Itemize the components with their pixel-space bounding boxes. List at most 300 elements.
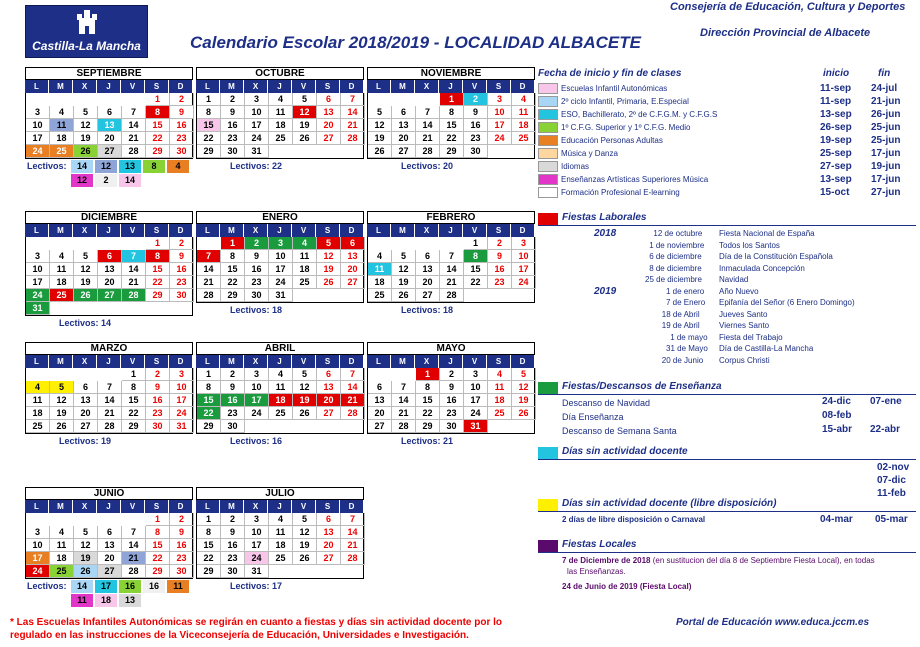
day-cell[interactable]: 19 bbox=[74, 552, 98, 565]
day-cell[interactable]: 18 bbox=[269, 539, 293, 552]
day-cell[interactable]: 14 bbox=[440, 263, 464, 276]
day-cell[interactable]: 14 bbox=[416, 119, 440, 132]
day-cell[interactable]: 5 bbox=[392, 250, 416, 263]
day-cell[interactable]: 16 bbox=[221, 119, 245, 132]
day-cell[interactable]: 9 bbox=[146, 381, 170, 394]
day-cell[interactable]: 24 bbox=[512, 276, 536, 289]
day-cell[interactable]: 11 bbox=[269, 381, 293, 394]
day-cell[interactable]: 21 bbox=[341, 119, 365, 132]
day-cell[interactable]: 8 bbox=[146, 526, 170, 539]
day-cell[interactable]: 27 bbox=[368, 420, 392, 433]
day-cell[interactable]: 7 bbox=[341, 93, 365, 106]
day-cell[interactable]: 3 bbox=[464, 368, 488, 381]
day-cell[interactable]: 16 bbox=[440, 394, 464, 407]
day-cell[interactable]: 19 bbox=[392, 276, 416, 289]
day-cell[interactable]: 27 bbox=[416, 289, 440, 302]
day-cell[interactable]: 21 bbox=[392, 407, 416, 420]
day-cell[interactable]: 28 bbox=[122, 145, 146, 158]
day-cell[interactable]: 27 bbox=[317, 552, 341, 565]
day-cell[interactable]: 18 bbox=[50, 276, 74, 289]
day-cell[interactable]: 25 bbox=[368, 289, 392, 302]
day-cell[interactable]: 15 bbox=[440, 119, 464, 132]
day-cell[interactable]: 19 bbox=[293, 539, 317, 552]
day-cell[interactable]: 14 bbox=[122, 263, 146, 276]
day-cell[interactable]: 6 bbox=[416, 250, 440, 263]
day-cell[interactable]: 4 bbox=[50, 106, 74, 119]
day-cell[interactable]: 14 bbox=[392, 394, 416, 407]
day-cell[interactable]: 22 bbox=[146, 552, 170, 565]
day-cell[interactable]: 2 bbox=[221, 513, 245, 526]
day-cell[interactable]: 26 bbox=[74, 145, 98, 158]
day-cell[interactable]: 8 bbox=[146, 250, 170, 263]
day-cell[interactable]: 26 bbox=[74, 565, 98, 578]
day-cell[interactable]: 1 bbox=[416, 368, 440, 381]
day-cell[interactable]: 16 bbox=[170, 119, 194, 132]
day-cell[interactable]: 11 bbox=[269, 106, 293, 119]
day-cell[interactable]: 21 bbox=[440, 276, 464, 289]
day-cell[interactable]: 25 bbox=[269, 407, 293, 420]
day-cell[interactable]: 25 bbox=[488, 407, 512, 420]
day-cell[interactable]: 15 bbox=[146, 119, 170, 132]
day-cell[interactable]: 20 bbox=[98, 132, 122, 145]
day-cell[interactable]: 14 bbox=[197, 263, 221, 276]
day-cell[interactable]: 13 bbox=[98, 119, 122, 132]
day-cell[interactable]: 2 bbox=[488, 237, 512, 250]
day-cell[interactable]: 1 bbox=[221, 237, 245, 250]
day-cell[interactable]: 11 bbox=[50, 263, 74, 276]
day-cell[interactable]: 5 bbox=[74, 250, 98, 263]
day-cell[interactable]: 26 bbox=[512, 407, 536, 420]
day-cell[interactable]: 26 bbox=[293, 407, 317, 420]
day-cell[interactable]: 2 bbox=[146, 368, 170, 381]
day-cell[interactable]: 7 bbox=[341, 368, 365, 381]
day-cell[interactable]: 11 bbox=[488, 381, 512, 394]
day-cell[interactable]: 7 bbox=[122, 250, 146, 263]
day-cell[interactable]: 9 bbox=[440, 381, 464, 394]
day-cell[interactable]: 27 bbox=[98, 565, 122, 578]
day-cell[interactable]: 19 bbox=[74, 276, 98, 289]
day-cell[interactable]: 1 bbox=[197, 513, 221, 526]
day-cell[interactable]: 6 bbox=[98, 250, 122, 263]
day-cell[interactable]: 9 bbox=[221, 381, 245, 394]
day-cell[interactable]: 23 bbox=[221, 132, 245, 145]
day-cell[interactable]: 4 bbox=[269, 93, 293, 106]
day-cell[interactable]: 8 bbox=[464, 250, 488, 263]
day-cell[interactable]: 27 bbox=[98, 145, 122, 158]
day-cell[interactable]: 13 bbox=[341, 250, 365, 263]
day-cell[interactable]: 6 bbox=[368, 381, 392, 394]
day-cell[interactable]: 30 bbox=[146, 420, 170, 433]
day-cell[interactable]: 17 bbox=[269, 263, 293, 276]
day-cell[interactable]: 27 bbox=[392, 145, 416, 158]
day-cell[interactable]: 8 bbox=[221, 250, 245, 263]
day-cell[interactable]: 29 bbox=[122, 420, 146, 433]
day-cell[interactable]: 25 bbox=[269, 132, 293, 145]
day-cell[interactable]: 22 bbox=[122, 407, 146, 420]
day-cell[interactable]: 4 bbox=[512, 93, 536, 106]
day-cell[interactable]: 5 bbox=[74, 526, 98, 539]
day-cell[interactable]: 26 bbox=[317, 276, 341, 289]
day-cell[interactable]: 3 bbox=[26, 526, 50, 539]
day-cell[interactable]: 9 bbox=[170, 526, 194, 539]
day-cell[interactable]: 12 bbox=[317, 250, 341, 263]
day-cell[interactable]: 25 bbox=[50, 145, 74, 158]
day-cell[interactable]: 27 bbox=[317, 407, 341, 420]
day-cell[interactable]: 4 bbox=[50, 250, 74, 263]
day-cell[interactable]: 29 bbox=[416, 420, 440, 433]
day-cell[interactable]: 21 bbox=[122, 132, 146, 145]
day-cell[interactable]: 25 bbox=[293, 276, 317, 289]
day-cell[interactable]: 1 bbox=[146, 237, 170, 250]
day-cell[interactable]: 20 bbox=[392, 132, 416, 145]
day-cell[interactable]: 13 bbox=[392, 119, 416, 132]
footer-portal-link[interactable]: Portal de Educación www.educa.jccm.es bbox=[676, 617, 870, 628]
day-cell[interactable]: 13 bbox=[317, 381, 341, 394]
day-cell[interactable]: 5 bbox=[368, 106, 392, 119]
day-cell[interactable]: 17 bbox=[26, 276, 50, 289]
day-cell[interactable]: 7 bbox=[197, 250, 221, 263]
day-cell[interactable]: 11 bbox=[50, 539, 74, 552]
day-cell[interactable]: 10 bbox=[26, 539, 50, 552]
day-cell[interactable]: 25 bbox=[26, 420, 50, 433]
day-cell[interactable]: 24 bbox=[26, 145, 50, 158]
day-cell[interactable]: 30 bbox=[464, 145, 488, 158]
day-cell[interactable]: 24 bbox=[245, 407, 269, 420]
day-cell[interactable]: 4 bbox=[269, 513, 293, 526]
day-cell[interactable]: 23 bbox=[170, 552, 194, 565]
day-cell[interactable]: 26 bbox=[392, 289, 416, 302]
day-cell[interactable]: 25 bbox=[269, 552, 293, 565]
day-cell[interactable]: 24 bbox=[245, 552, 269, 565]
day-cell[interactable]: 4 bbox=[293, 237, 317, 250]
day-cell[interactable]: 30 bbox=[221, 420, 245, 433]
day-cell[interactable]: 22 bbox=[464, 276, 488, 289]
day-cell[interactable]: 17 bbox=[26, 132, 50, 145]
day-cell[interactable]: 24 bbox=[170, 407, 194, 420]
day-cell[interactable]: 20 bbox=[341, 263, 365, 276]
day-cell[interactable]: 6 bbox=[317, 368, 341, 381]
day-cell[interactable]: 31 bbox=[245, 145, 269, 158]
day-cell[interactable]: 16 bbox=[221, 394, 245, 407]
day-cell[interactable]: 22 bbox=[416, 407, 440, 420]
day-cell[interactable]: 10 bbox=[269, 250, 293, 263]
day-cell[interactable]: 15 bbox=[197, 119, 221, 132]
day-cell[interactable]: 11 bbox=[50, 119, 74, 132]
day-cell[interactable]: 7 bbox=[341, 513, 365, 526]
day-cell[interactable]: 13 bbox=[317, 106, 341, 119]
day-cell[interactable]: 16 bbox=[221, 539, 245, 552]
day-cell[interactable]: 9 bbox=[245, 250, 269, 263]
day-cell[interactable]: 23 bbox=[170, 132, 194, 145]
day-cell[interactable]: 22 bbox=[440, 132, 464, 145]
day-cell[interactable]: 25 bbox=[50, 565, 74, 578]
day-cell[interactable]: 19 bbox=[50, 407, 74, 420]
day-cell[interactable]: 19 bbox=[512, 394, 536, 407]
day-cell[interactable]: 30 bbox=[170, 145, 194, 158]
day-cell[interactable]: 26 bbox=[293, 552, 317, 565]
day-cell[interactable]: 28 bbox=[392, 420, 416, 433]
day-cell[interactable]: 1 bbox=[197, 93, 221, 106]
day-cell[interactable]: 28 bbox=[341, 132, 365, 145]
day-cell[interactable]: 15 bbox=[197, 539, 221, 552]
day-cell[interactable]: 22 bbox=[197, 552, 221, 565]
day-cell[interactable]: 17 bbox=[464, 394, 488, 407]
day-cell[interactable]: 23 bbox=[440, 407, 464, 420]
day-cell[interactable]: 28 bbox=[440, 289, 464, 302]
day-cell[interactable]: 10 bbox=[512, 250, 536, 263]
day-cell[interactable]: 30 bbox=[440, 420, 464, 433]
day-cell[interactable]: 8 bbox=[146, 106, 170, 119]
day-cell[interactable]: 20 bbox=[368, 407, 392, 420]
day-cell[interactable]: 21 bbox=[341, 539, 365, 552]
day-cell[interactable]: 6 bbox=[74, 381, 98, 394]
day-cell[interactable]: 13 bbox=[98, 539, 122, 552]
day-cell[interactable]: 24 bbox=[245, 132, 269, 145]
day-cell[interactable]: 8 bbox=[440, 106, 464, 119]
day-cell[interactable]: 11 bbox=[368, 263, 392, 276]
day-cell[interactable]: 18 bbox=[50, 552, 74, 565]
day-cell[interactable]: 18 bbox=[26, 407, 50, 420]
day-cell[interactable]: 24 bbox=[464, 407, 488, 420]
day-cell[interactable]: 9 bbox=[464, 106, 488, 119]
day-cell[interactable]: 15 bbox=[416, 394, 440, 407]
day-cell[interactable]: 16 bbox=[245, 263, 269, 276]
day-cell[interactable]: 13 bbox=[368, 394, 392, 407]
day-cell[interactable]: 15 bbox=[197, 394, 221, 407]
day-cell[interactable]: 3 bbox=[245, 513, 269, 526]
day-cell[interactable]: 25 bbox=[50, 289, 74, 302]
day-cell[interactable]: 15 bbox=[146, 263, 170, 276]
day-cell[interactable]: 1 bbox=[146, 93, 170, 106]
day-cell[interactable]: 19 bbox=[368, 132, 392, 145]
day-cell[interactable]: 29 bbox=[197, 420, 221, 433]
day-cell[interactable]: 10 bbox=[488, 106, 512, 119]
day-cell[interactable]: 24 bbox=[26, 565, 50, 578]
day-cell[interactable]: 23 bbox=[245, 276, 269, 289]
day-cell[interactable]: 27 bbox=[341, 276, 365, 289]
day-cell[interactable]: 10 bbox=[26, 263, 50, 276]
day-cell[interactable]: 15 bbox=[122, 394, 146, 407]
day-cell[interactable]: 26 bbox=[74, 289, 98, 302]
day-cell[interactable]: 3 bbox=[245, 93, 269, 106]
day-cell[interactable]: 14 bbox=[341, 526, 365, 539]
day-cell[interactable]: 21 bbox=[98, 407, 122, 420]
day-cell[interactable]: 7 bbox=[122, 526, 146, 539]
day-cell[interactable]: 9 bbox=[170, 250, 194, 263]
day-cell[interactable]: 27 bbox=[98, 289, 122, 302]
day-cell[interactable]: 2 bbox=[170, 93, 194, 106]
day-cell[interactable]: 4 bbox=[269, 368, 293, 381]
day-cell[interactable]: 28 bbox=[98, 420, 122, 433]
day-cell[interactable]: 21 bbox=[122, 552, 146, 565]
day-cell[interactable]: 7 bbox=[416, 106, 440, 119]
day-cell[interactable]: 2 bbox=[221, 368, 245, 381]
day-cell[interactable]: 30 bbox=[245, 289, 269, 302]
day-cell[interactable]: 28 bbox=[122, 289, 146, 302]
day-cell[interactable]: 29 bbox=[146, 565, 170, 578]
day-cell[interactable]: 22 bbox=[197, 132, 221, 145]
day-cell[interactable]: 19 bbox=[293, 394, 317, 407]
day-cell[interactable]: 20 bbox=[416, 276, 440, 289]
day-cell[interactable]: 15 bbox=[464, 263, 488, 276]
day-cell[interactable]: 31 bbox=[26, 302, 50, 315]
day-cell[interactable]: 20 bbox=[98, 276, 122, 289]
day-cell[interactable]: 10 bbox=[26, 119, 50, 132]
day-cell[interactable]: 8 bbox=[122, 381, 146, 394]
day-cell[interactable]: 16 bbox=[464, 119, 488, 132]
day-cell[interactable]: 23 bbox=[146, 407, 170, 420]
day-cell[interactable]: 20 bbox=[74, 407, 98, 420]
day-cell[interactable]: 5 bbox=[74, 106, 98, 119]
day-cell[interactable]: 7 bbox=[98, 381, 122, 394]
day-cell[interactable]: 16 bbox=[170, 263, 194, 276]
day-cell[interactable]: 26 bbox=[293, 132, 317, 145]
day-cell[interactable]: 31 bbox=[269, 289, 293, 302]
day-cell[interactable]: 9 bbox=[488, 250, 512, 263]
day-cell[interactable]: 11 bbox=[26, 394, 50, 407]
day-cell[interactable]: 11 bbox=[512, 106, 536, 119]
day-cell[interactable]: 22 bbox=[221, 276, 245, 289]
day-cell[interactable]: 17 bbox=[245, 119, 269, 132]
day-cell[interactable]: 20 bbox=[317, 394, 341, 407]
day-cell[interactable]: 13 bbox=[416, 263, 440, 276]
day-cell[interactable]: 2 bbox=[440, 368, 464, 381]
day-cell[interactable]: 7 bbox=[392, 381, 416, 394]
day-cell[interactable]: 2 bbox=[464, 93, 488, 106]
day-cell[interactable]: 12 bbox=[74, 539, 98, 552]
day-cell[interactable]: 18 bbox=[269, 119, 293, 132]
day-cell[interactable]: 17 bbox=[488, 119, 512, 132]
day-cell[interactable]: 10 bbox=[245, 526, 269, 539]
day-cell[interactable]: 10 bbox=[170, 381, 194, 394]
day-cell[interactable]: 22 bbox=[197, 407, 221, 420]
day-cell[interactable]: 1 bbox=[197, 368, 221, 381]
day-cell[interactable]: 1 bbox=[146, 513, 170, 526]
day-cell[interactable]: 12 bbox=[512, 381, 536, 394]
day-cell[interactable]: 8 bbox=[197, 106, 221, 119]
day-cell[interactable]: 27 bbox=[74, 420, 98, 433]
day-cell[interactable]: 2 bbox=[170, 513, 194, 526]
day-cell[interactable]: 18 bbox=[368, 276, 392, 289]
day-cell[interactable]: 23 bbox=[464, 132, 488, 145]
day-cell[interactable]: 17 bbox=[26, 552, 50, 565]
day-cell[interactable]: 24 bbox=[488, 132, 512, 145]
day-cell[interactable]: 23 bbox=[221, 552, 245, 565]
day-cell[interactable]: 30 bbox=[221, 565, 245, 578]
day-cell[interactable]: 23 bbox=[170, 276, 194, 289]
day-cell[interactable]: 12 bbox=[50, 394, 74, 407]
day-cell[interactable]: 6 bbox=[392, 106, 416, 119]
day-cell[interactable]: 17 bbox=[512, 263, 536, 276]
day-cell[interactable]: 26 bbox=[50, 420, 74, 433]
day-cell[interactable]: 9 bbox=[170, 106, 194, 119]
day-cell[interactable]: 3 bbox=[488, 93, 512, 106]
day-cell[interactable]: 6 bbox=[317, 93, 341, 106]
day-cell[interactable]: 16 bbox=[488, 263, 512, 276]
day-cell[interactable]: 12 bbox=[74, 263, 98, 276]
day-cell[interactable]: 9 bbox=[221, 526, 245, 539]
day-cell[interactable]: 24 bbox=[26, 289, 50, 302]
day-cell[interactable]: 29 bbox=[440, 145, 464, 158]
day-cell[interactable]: 28 bbox=[341, 407, 365, 420]
day-cell[interactable]: 22 bbox=[146, 276, 170, 289]
day-cell[interactable]: 4 bbox=[50, 526, 74, 539]
day-cell[interactable]: 14 bbox=[122, 539, 146, 552]
day-cell[interactable]: 18 bbox=[50, 132, 74, 145]
day-cell[interactable]: 29 bbox=[197, 145, 221, 158]
day-cell[interactable]: 6 bbox=[341, 237, 365, 250]
day-cell[interactable]: 1 bbox=[122, 368, 146, 381]
day-cell[interactable]: 12 bbox=[293, 526, 317, 539]
day-cell[interactable]: 8 bbox=[197, 381, 221, 394]
day-cell[interactable]: 28 bbox=[122, 565, 146, 578]
day-cell[interactable]: 16 bbox=[146, 394, 170, 407]
day-cell[interactable]: 13 bbox=[74, 394, 98, 407]
day-cell[interactable]: 10 bbox=[245, 381, 269, 394]
day-cell[interactable]: 2 bbox=[221, 93, 245, 106]
day-cell[interactable]: 20 bbox=[317, 539, 341, 552]
day-cell[interactable]: 5 bbox=[293, 368, 317, 381]
day-cell[interactable]: 4 bbox=[26, 381, 50, 394]
day-cell[interactable]: 30 bbox=[221, 145, 245, 158]
day-cell[interactable]: 4 bbox=[368, 250, 392, 263]
day-cell[interactable]: 10 bbox=[464, 381, 488, 394]
day-cell[interactable]: 30 bbox=[170, 289, 194, 302]
day-cell[interactable]: 5 bbox=[317, 237, 341, 250]
day-cell[interactable]: 17 bbox=[245, 539, 269, 552]
day-cell[interactable]: 13 bbox=[98, 263, 122, 276]
day-cell[interactable]: 18 bbox=[269, 394, 293, 407]
day-cell[interactable]: 21 bbox=[197, 276, 221, 289]
day-cell[interactable]: 18 bbox=[488, 394, 512, 407]
day-cell[interactable]: 19 bbox=[74, 132, 98, 145]
day-cell[interactable]: 15 bbox=[146, 539, 170, 552]
day-cell[interactable]: 10 bbox=[245, 106, 269, 119]
day-cell[interactable]: 5 bbox=[293, 513, 317, 526]
day-cell[interactable]: 17 bbox=[245, 394, 269, 407]
day-cell[interactable]: 11 bbox=[269, 526, 293, 539]
day-cell[interactable]: 17 bbox=[170, 394, 194, 407]
day-cell[interactable]: 20 bbox=[317, 119, 341, 132]
day-cell[interactable]: 28 bbox=[197, 289, 221, 302]
day-cell[interactable]: 3 bbox=[26, 250, 50, 263]
day-cell[interactable]: 31 bbox=[170, 420, 194, 433]
day-cell[interactable]: 19 bbox=[293, 119, 317, 132]
day-cell[interactable]: 29 bbox=[197, 565, 221, 578]
day-cell[interactable]: 9 bbox=[221, 106, 245, 119]
day-cell[interactable]: 24 bbox=[269, 276, 293, 289]
day-cell[interactable]: 8 bbox=[197, 526, 221, 539]
day-cell[interactable]: 25 bbox=[512, 132, 536, 145]
day-cell[interactable]: 2 bbox=[245, 237, 269, 250]
day-cell[interactable]: 31 bbox=[245, 565, 269, 578]
day-cell[interactable]: 4 bbox=[488, 368, 512, 381]
day-cell[interactable]: 21 bbox=[341, 394, 365, 407]
day-cell[interactable]: 6 bbox=[98, 526, 122, 539]
day-cell[interactable]: 19 bbox=[317, 263, 341, 276]
day-cell[interactable]: 3 bbox=[245, 368, 269, 381]
day-cell[interactable]: 18 bbox=[512, 119, 536, 132]
day-cell[interactable]: 29 bbox=[146, 289, 170, 302]
day-cell[interactable]: 8 bbox=[416, 381, 440, 394]
day-cell[interactable]: 3 bbox=[269, 237, 293, 250]
day-cell[interactable]: 12 bbox=[368, 119, 392, 132]
day-cell[interactable]: 3 bbox=[170, 368, 194, 381]
day-cell[interactable]: 12 bbox=[293, 381, 317, 394]
day-cell[interactable]: 5 bbox=[512, 368, 536, 381]
day-cell[interactable]: 1 bbox=[464, 237, 488, 250]
day-cell[interactable]: 30 bbox=[170, 565, 194, 578]
